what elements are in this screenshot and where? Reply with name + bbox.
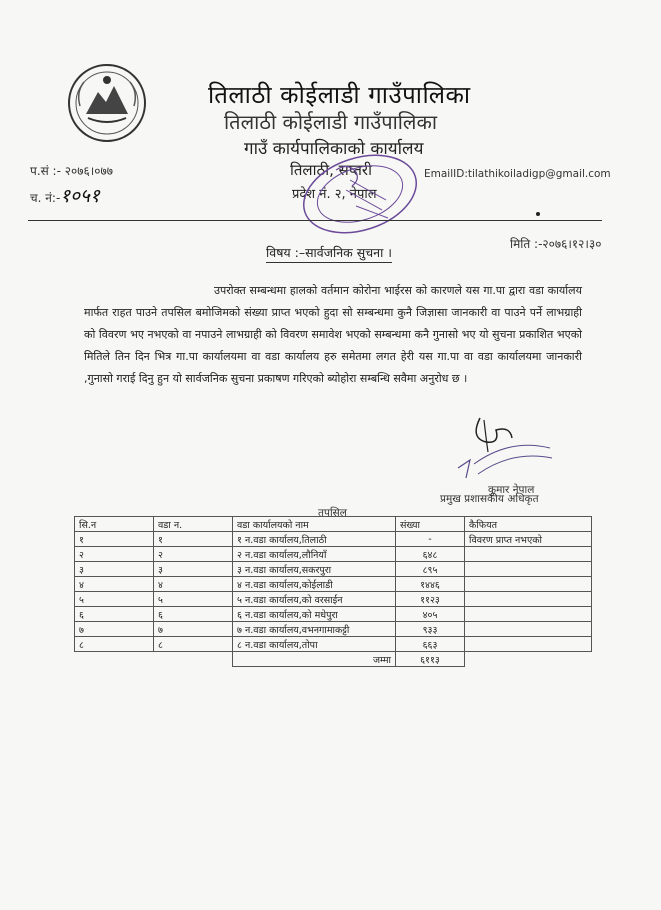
cell-ward-no: १ (154, 532, 233, 547)
table-total-row (75, 652, 592, 667)
table-caption: तपसिल (318, 507, 347, 519)
cell-empty (465, 652, 592, 667)
notice-body-text: उपरोक्त सम्बन्धमा हालको वर्तमान कोरोना भाईरस को कारणले यस गा.पा द्वारा वडा कार्यालय मार्फत राहत पाउने तपसिल बमोजिमको संख्या प्राप्त भएको हुदा सो सम्बन्धमा कुनै जिज्ञासा जानकारी वा पाउने पर्ने लाभग्राही को विवरण भए नभएको वा नपाउने लाभग्राही को विवरण समावेश भएको सम्बन्धमा कनै गुनासो भए यो सुचना प्रकाशित भएको मितिले तिन दिन भित्र गा.पा कार्यालयमा वा वडा कार्यालय हरु समेतमा लगत हेरी यस गा.पा वा वडा कार्यालयमा जानकारी ,गुनासो गराई दिनु हुन यो सार्वजनिक सुचना प्रकाषण गरिएको ब्योहोरा सम्बन्धि सवैमा अनुरोध छ । (84, 284, 582, 385)
cell-serial: ७ (75, 622, 154, 637)
cell-ward-office: २ न.वडा कार्यालय,लौनियाँ (233, 547, 396, 562)
cell-ward-no: ७ (154, 622, 233, 637)
cell-ward-office: ६ न.वडा कार्यालय,को मधेपुरा (233, 607, 396, 622)
cell-ward-no: ६ (154, 607, 233, 622)
cell-ward-office: ४ न.वडा कार्यालय,कोईलाडी (233, 577, 396, 592)
table-row (75, 532, 592, 547)
cell-empty (75, 652, 154, 667)
table-row (75, 637, 592, 652)
letter-date: मिति :-२०७६।१२।३० (510, 237, 602, 251)
cell-count: - (396, 532, 465, 547)
table-row (75, 562, 592, 577)
signatory-title: प्रमुख प्रशासकीय अधिकृत (440, 493, 539, 505)
office-location: तिलाठी, सप्तरी (290, 161, 372, 179)
office-name: गाउँ कार्यपालिकाको कार्यालय (244, 139, 424, 159)
dispatch-number-handwritten: १०५१ (60, 185, 100, 207)
municipality-name: तिलाठी कोईलाडी गाउँपालिका (208, 81, 471, 109)
cell-count: ९३३ (396, 622, 465, 637)
header-remarks: कैफियत (465, 517, 592, 532)
total-label: जम्मा (233, 652, 396, 667)
province-line: प्रदेश नं. २, नेपाल (292, 187, 377, 202)
ward-table (74, 516, 592, 667)
cell-remarks (465, 547, 592, 562)
header-serial: सि.न (75, 517, 154, 532)
dispatch-number-ref (30, 182, 100, 208)
cell-ward-office: ५ न.वडा कार्यालय,को वरसाईन (233, 592, 396, 607)
cell-remarks (465, 562, 592, 577)
fiscal-year-ref: प.सं :- २०७६।०७७ (30, 164, 113, 178)
cell-serial: ५ (75, 592, 154, 607)
cell-ward-no: ४ (154, 577, 233, 592)
cell-ward-office: ८ न.वडा कार्यालय,तोपा (233, 637, 396, 652)
dispatch-label: च. नं:- (30, 191, 61, 205)
table-row (75, 592, 592, 607)
official-stamp (296, 150, 424, 236)
cell-count: ८९५ (396, 562, 465, 577)
nepal-emblem-icon (66, 62, 148, 144)
cell-count: ६४८ (396, 547, 465, 562)
table-row (75, 547, 592, 562)
cell-count: ६६३ (396, 637, 465, 652)
cell-ward-no: ५ (154, 592, 233, 607)
cell-ward-no: २ (154, 547, 233, 562)
total-value: ६११३ (396, 652, 465, 667)
cell-count: ४०५ (396, 607, 465, 622)
cell-remarks: विवरण प्राप्त नभएको (465, 532, 592, 547)
cell-remarks (465, 622, 592, 637)
cell-empty (154, 652, 233, 667)
header-divider (28, 220, 602, 221)
cell-serial: ६ (75, 607, 154, 622)
table-row (75, 607, 592, 622)
table-header-row (75, 517, 592, 532)
cell-remarks (465, 637, 592, 652)
notice-body (84, 280, 582, 390)
cell-serial: ८ (75, 637, 154, 652)
cell-count: ११२३ (396, 592, 465, 607)
cell-remarks (465, 592, 592, 607)
header-ward-office: वडा कार्यालयको नाम (233, 517, 396, 532)
cell-ward-no: ३ (154, 562, 233, 577)
header-ward-no: वडा न. (154, 517, 233, 532)
signatory-name: कुमार नेपाल (488, 484, 535, 496)
cell-serial: ४ (75, 577, 154, 592)
cell-serial: २ (75, 547, 154, 562)
header-count: संख्या (396, 517, 465, 532)
ink-dot (536, 212, 540, 216)
subject-line: विषय :–सार्वजनिक सुचना । (266, 244, 392, 263)
cell-ward-office: ७ न.वडा कार्यालय,वभनगामाकट्टी (233, 622, 396, 637)
cell-serial: ३ (75, 562, 154, 577)
cell-ward-office: ३ न.वडा कार्यालय,सकरपुरा (233, 562, 396, 577)
cell-remarks (465, 607, 592, 622)
cell-count: १४४६ (396, 577, 465, 592)
table-row (75, 622, 592, 637)
table-row (75, 577, 592, 592)
cell-ward-office: १ न.वडा कार्यालय,तिलाठी (233, 532, 396, 547)
cell-serial: १ (75, 532, 154, 547)
cell-ward-no: ८ (154, 637, 233, 652)
cell-remarks (465, 577, 592, 592)
email-address: EmailID:tilathikoiladigp@gmail.com (424, 168, 611, 180)
municipality-name-alt: तिलाठी कोईलाडी गाउँपालिका (224, 110, 438, 134)
